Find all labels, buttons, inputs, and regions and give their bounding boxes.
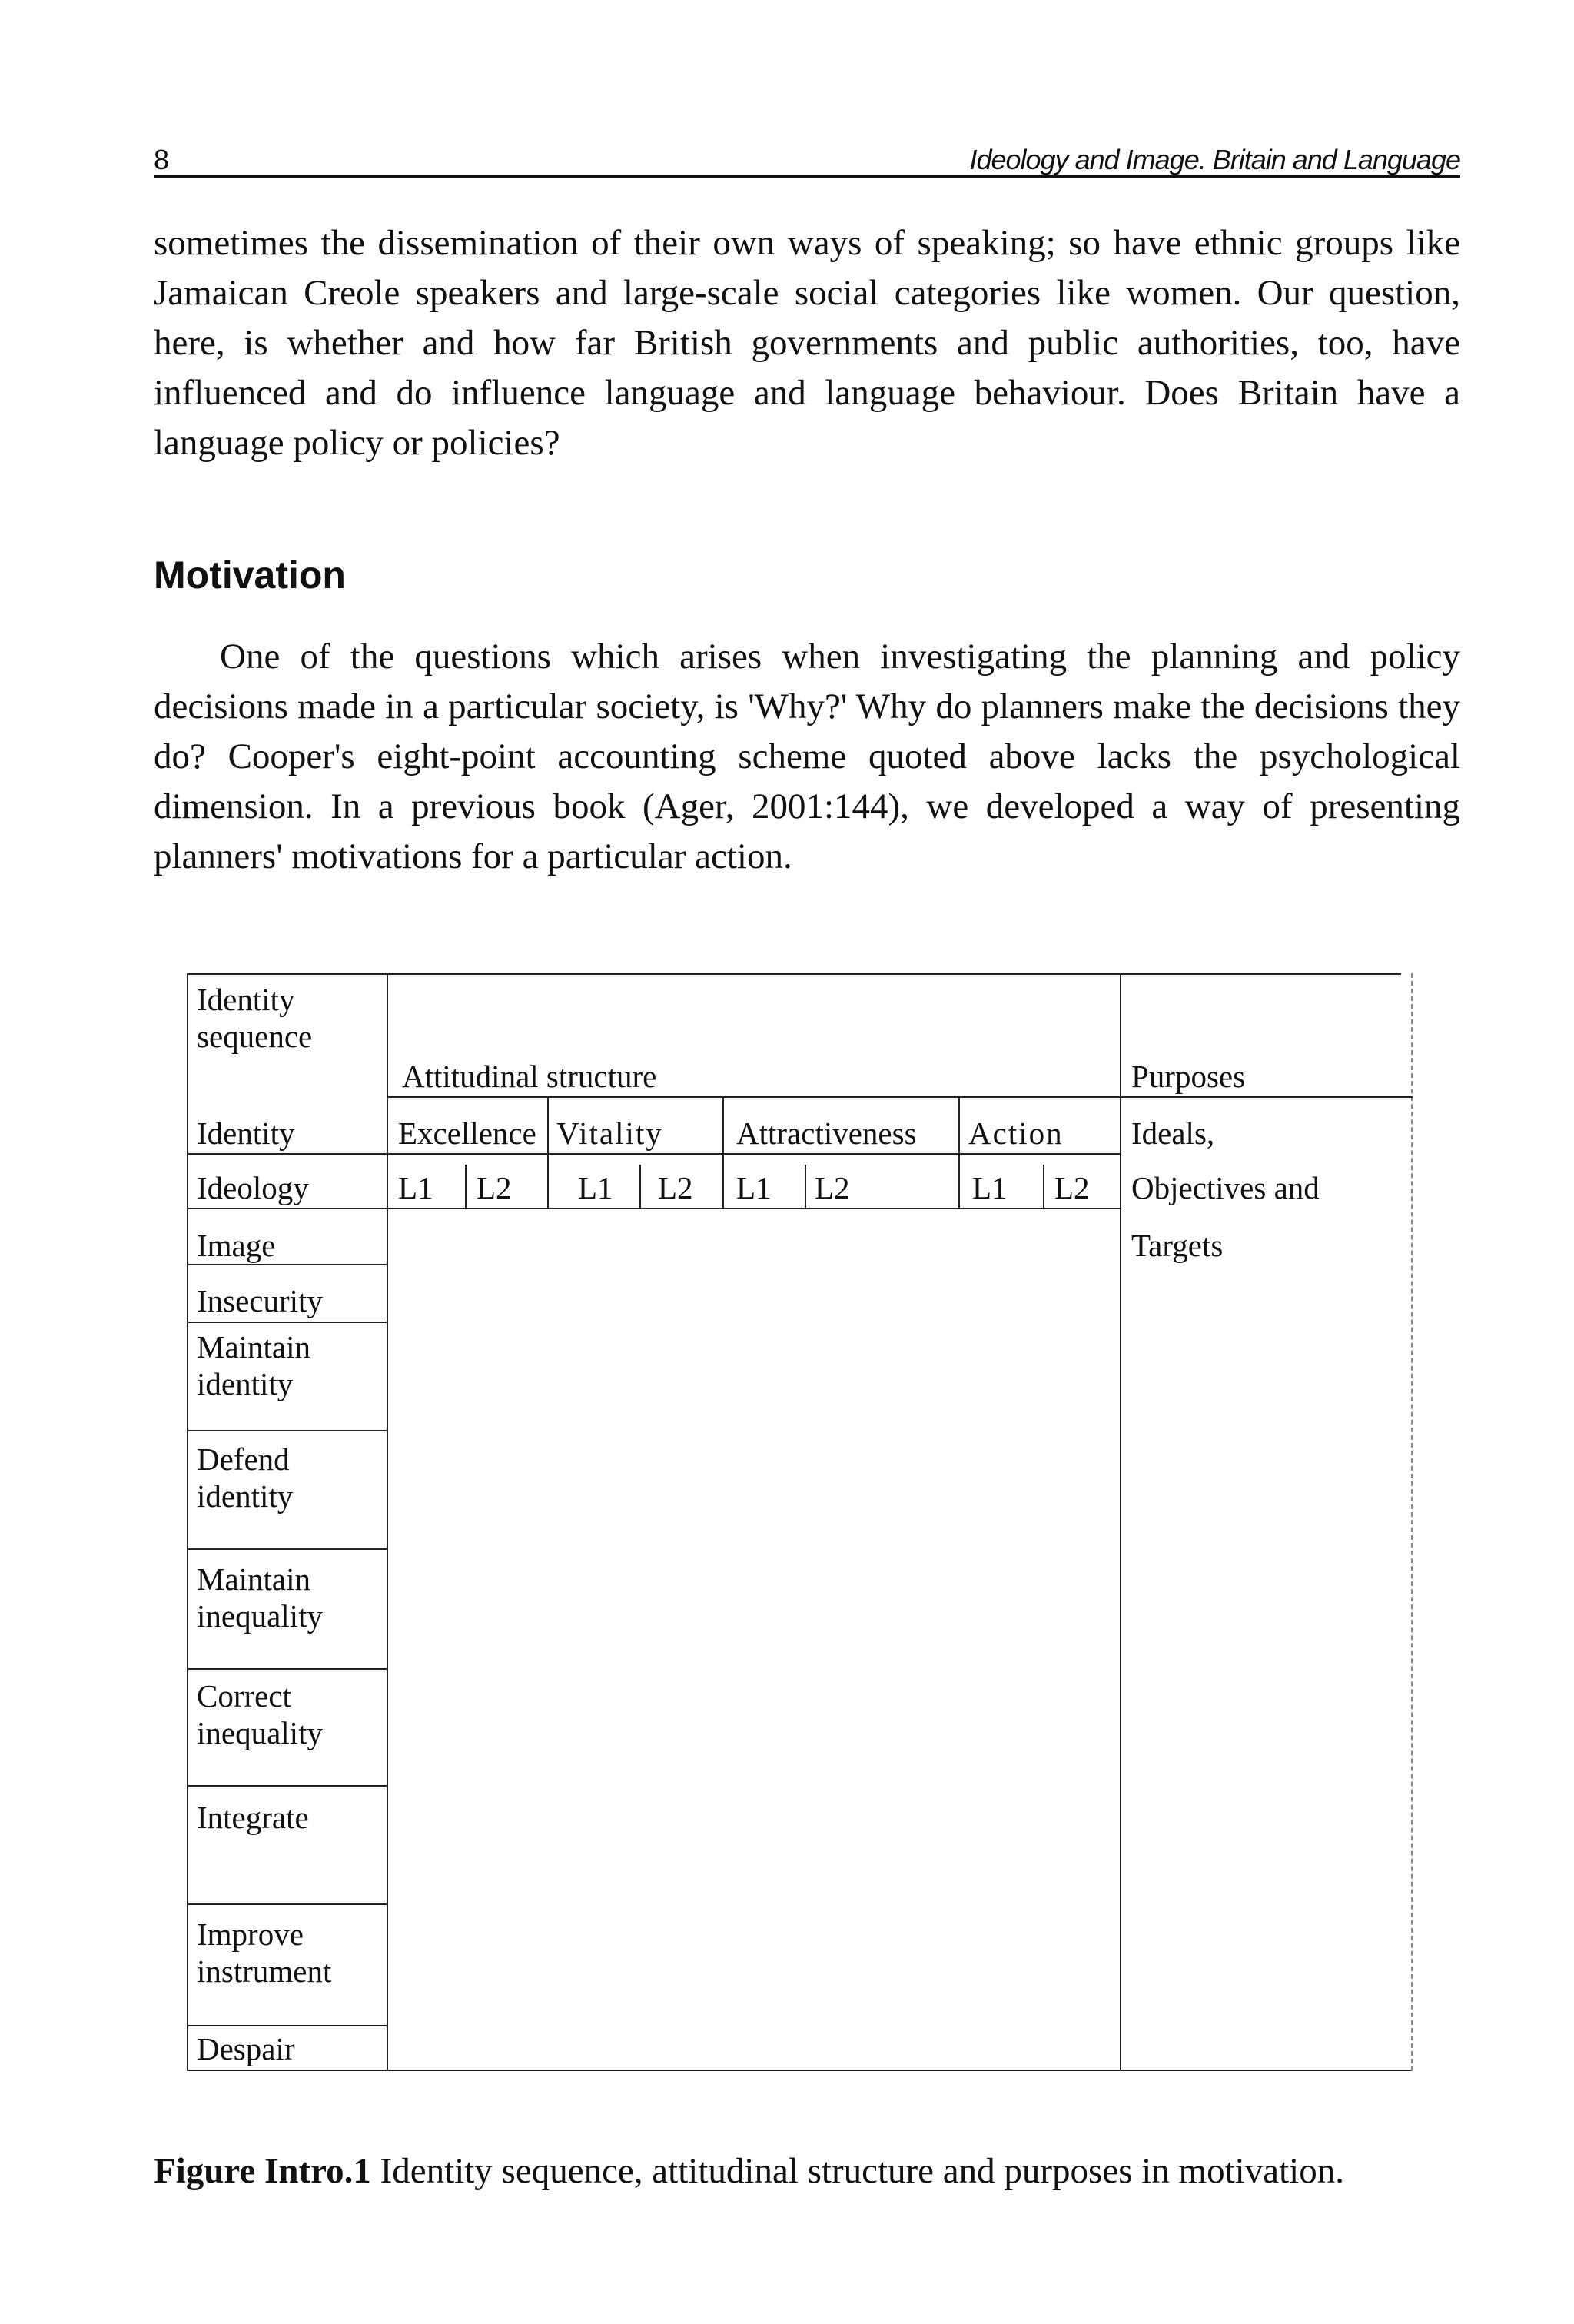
- row-underline-image: [187, 1264, 387, 1265]
- attitude-attractiveness: Attractiveness: [736, 1115, 917, 1151]
- identity-sequence-header-line-1: Identity: [197, 982, 295, 1017]
- action-l2: L2: [1054, 1170, 1090, 1205]
- purpose-objectives: Objectives and: [1131, 1170, 1320, 1205]
- identity-column-divider: [387, 973, 388, 2071]
- languages-row-underline: [387, 1208, 1120, 1209]
- table-bottom-border: [187, 2070, 1413, 2071]
- excellence-l1: L1: [398, 1170, 433, 1205]
- attitudinal-header-underline: [387, 1096, 1413, 1098]
- body-paragraph-1: sometimes the dissemination of their own ways of speaking; so have ethnic groups like Jamaican Creole speakers and large-scale social categories like women. Our question, here, is whether and how far British governments and public authorities, too, have influenced and do influence language and language behaviour. Does Britain have a language policy or policies?: [154, 223, 1460, 463]
- row-maintain-identity: [197, 1328, 310, 1402]
- row-improve-instrument-line-1: Improve: [197, 1917, 304, 1952]
- row-correct-inequality-line-1: Correct: [197, 1678, 291, 1714]
- row-underline-ideology: [187, 1208, 387, 1209]
- row-maintain-inequality-line-1: Maintain: [197, 1561, 311, 1597]
- row-maintain-inequality-line-2: inequality: [197, 1598, 323, 1634]
- section-heading-motivation: Motivation: [154, 554, 346, 597]
- row-underline-integrate: [187, 1903, 387, 1905]
- row-despair: Despair: [197, 2031, 295, 2066]
- purpose-ideals: Ideals,: [1131, 1115, 1215, 1151]
- action-l1: L1: [972, 1170, 1008, 1205]
- row-maintain-identity-line-1: Maintain: [197, 1329, 311, 1365]
- row-ideology: Ideology: [197, 1170, 309, 1205]
- attitude-divider-3: [958, 1096, 960, 1209]
- identity-sequence-header: [197, 981, 312, 1055]
- language-divider-2: [639, 1165, 641, 1208]
- vitality-l2: L2: [658, 1170, 693, 1205]
- row-maintain-inequality: [197, 1561, 323, 1634]
- running-header: [154, 145, 1460, 178]
- attitude-excellence: Excellence: [398, 1115, 536, 1151]
- running-title: Ideology and Image. Britain and Language: [969, 144, 1460, 175]
- row-integrate: Integrate: [197, 1800, 309, 1835]
- figure-caption: [154, 2149, 1460, 2193]
- page-number: 8: [154, 144, 170, 175]
- table-right-dashed-border: [1411, 973, 1413, 2071]
- purposes-header: Purposes: [1131, 1059, 1246, 1094]
- row-insecurity: Insecurity: [197, 1283, 323, 1318]
- excellence-l2: L2: [477, 1170, 512, 1205]
- body-paragraph-2: One of the questions which arises when investigating the planning and policy decisions made in a particular society, is 'Why?' Why do planners make the decisions they do? Cooper's eight-point accounting scheme quoted above lacks the psychological dimension. In a previous book (Ager, 2001:144), we developed a way of presenting planners' motivations for a particular action.: [154, 637, 1460, 876]
- row-image: Image: [197, 1228, 276, 1263]
- row-correct-inequality-line-2: inequality: [197, 1715, 323, 1750]
- attitudes-row-underline: [387, 1153, 1120, 1155]
- table-left-border: [187, 973, 188, 2071]
- figure-caption-label: Figure Intro.1: [154, 2151, 371, 2191]
- row-underline-maintain-identity: [187, 1430, 387, 1431]
- row-underline-maintain-inequality: [187, 1668, 387, 1670]
- attractiveness-l2: L2: [815, 1170, 850, 1205]
- attitude-divider-1: [547, 1096, 549, 1209]
- table-top-border: [187, 973, 1401, 975]
- row-underline-identity: [187, 1153, 387, 1155]
- row-underline-improve-instrument: [187, 2025, 387, 2026]
- attitude-vitality: Vitality: [556, 1115, 663, 1151]
- row-defend-identity: [197, 1441, 293, 1514]
- row-maintain-identity-line-2: identity: [197, 1366, 294, 1401]
- attitude-divider-2: [722, 1096, 724, 1209]
- row-correct-inequality: [197, 1677, 323, 1751]
- attitude-action: Action: [968, 1115, 1064, 1151]
- attitudinal-structure-header: Attitudinal structure: [402, 1059, 657, 1094]
- language-divider-3: [805, 1165, 806, 1208]
- figure-caption-text: Identity sequence, attitudinal structure and purposes in motivation.: [370, 2151, 1344, 2191]
- row-improve-instrument-line-2: instrument: [197, 1953, 332, 1989]
- row-defend-identity-line-1: Defend: [197, 1441, 290, 1477]
- row-underline-insecurity: [187, 1322, 387, 1323]
- row-underline-defend-identity: [187, 1548, 387, 1550]
- row-identity: Identity: [197, 1115, 295, 1151]
- purpose-targets: Targets: [1131, 1228, 1224, 1263]
- vitality-l1: L1: [578, 1170, 613, 1205]
- row-defend-identity-line-2: identity: [197, 1478, 294, 1514]
- attractiveness-l1: L1: [736, 1170, 772, 1205]
- language-divider-4: [1043, 1165, 1044, 1208]
- row-improve-instrument: [197, 1916, 331, 1990]
- identity-sequence-header-line-2: sequence: [197, 1019, 313, 1054]
- row-underline-correct-inequality: [187, 1785, 387, 1787]
- language-divider-1: [465, 1165, 467, 1208]
- purposes-column-divider: [1120, 973, 1121, 2071]
